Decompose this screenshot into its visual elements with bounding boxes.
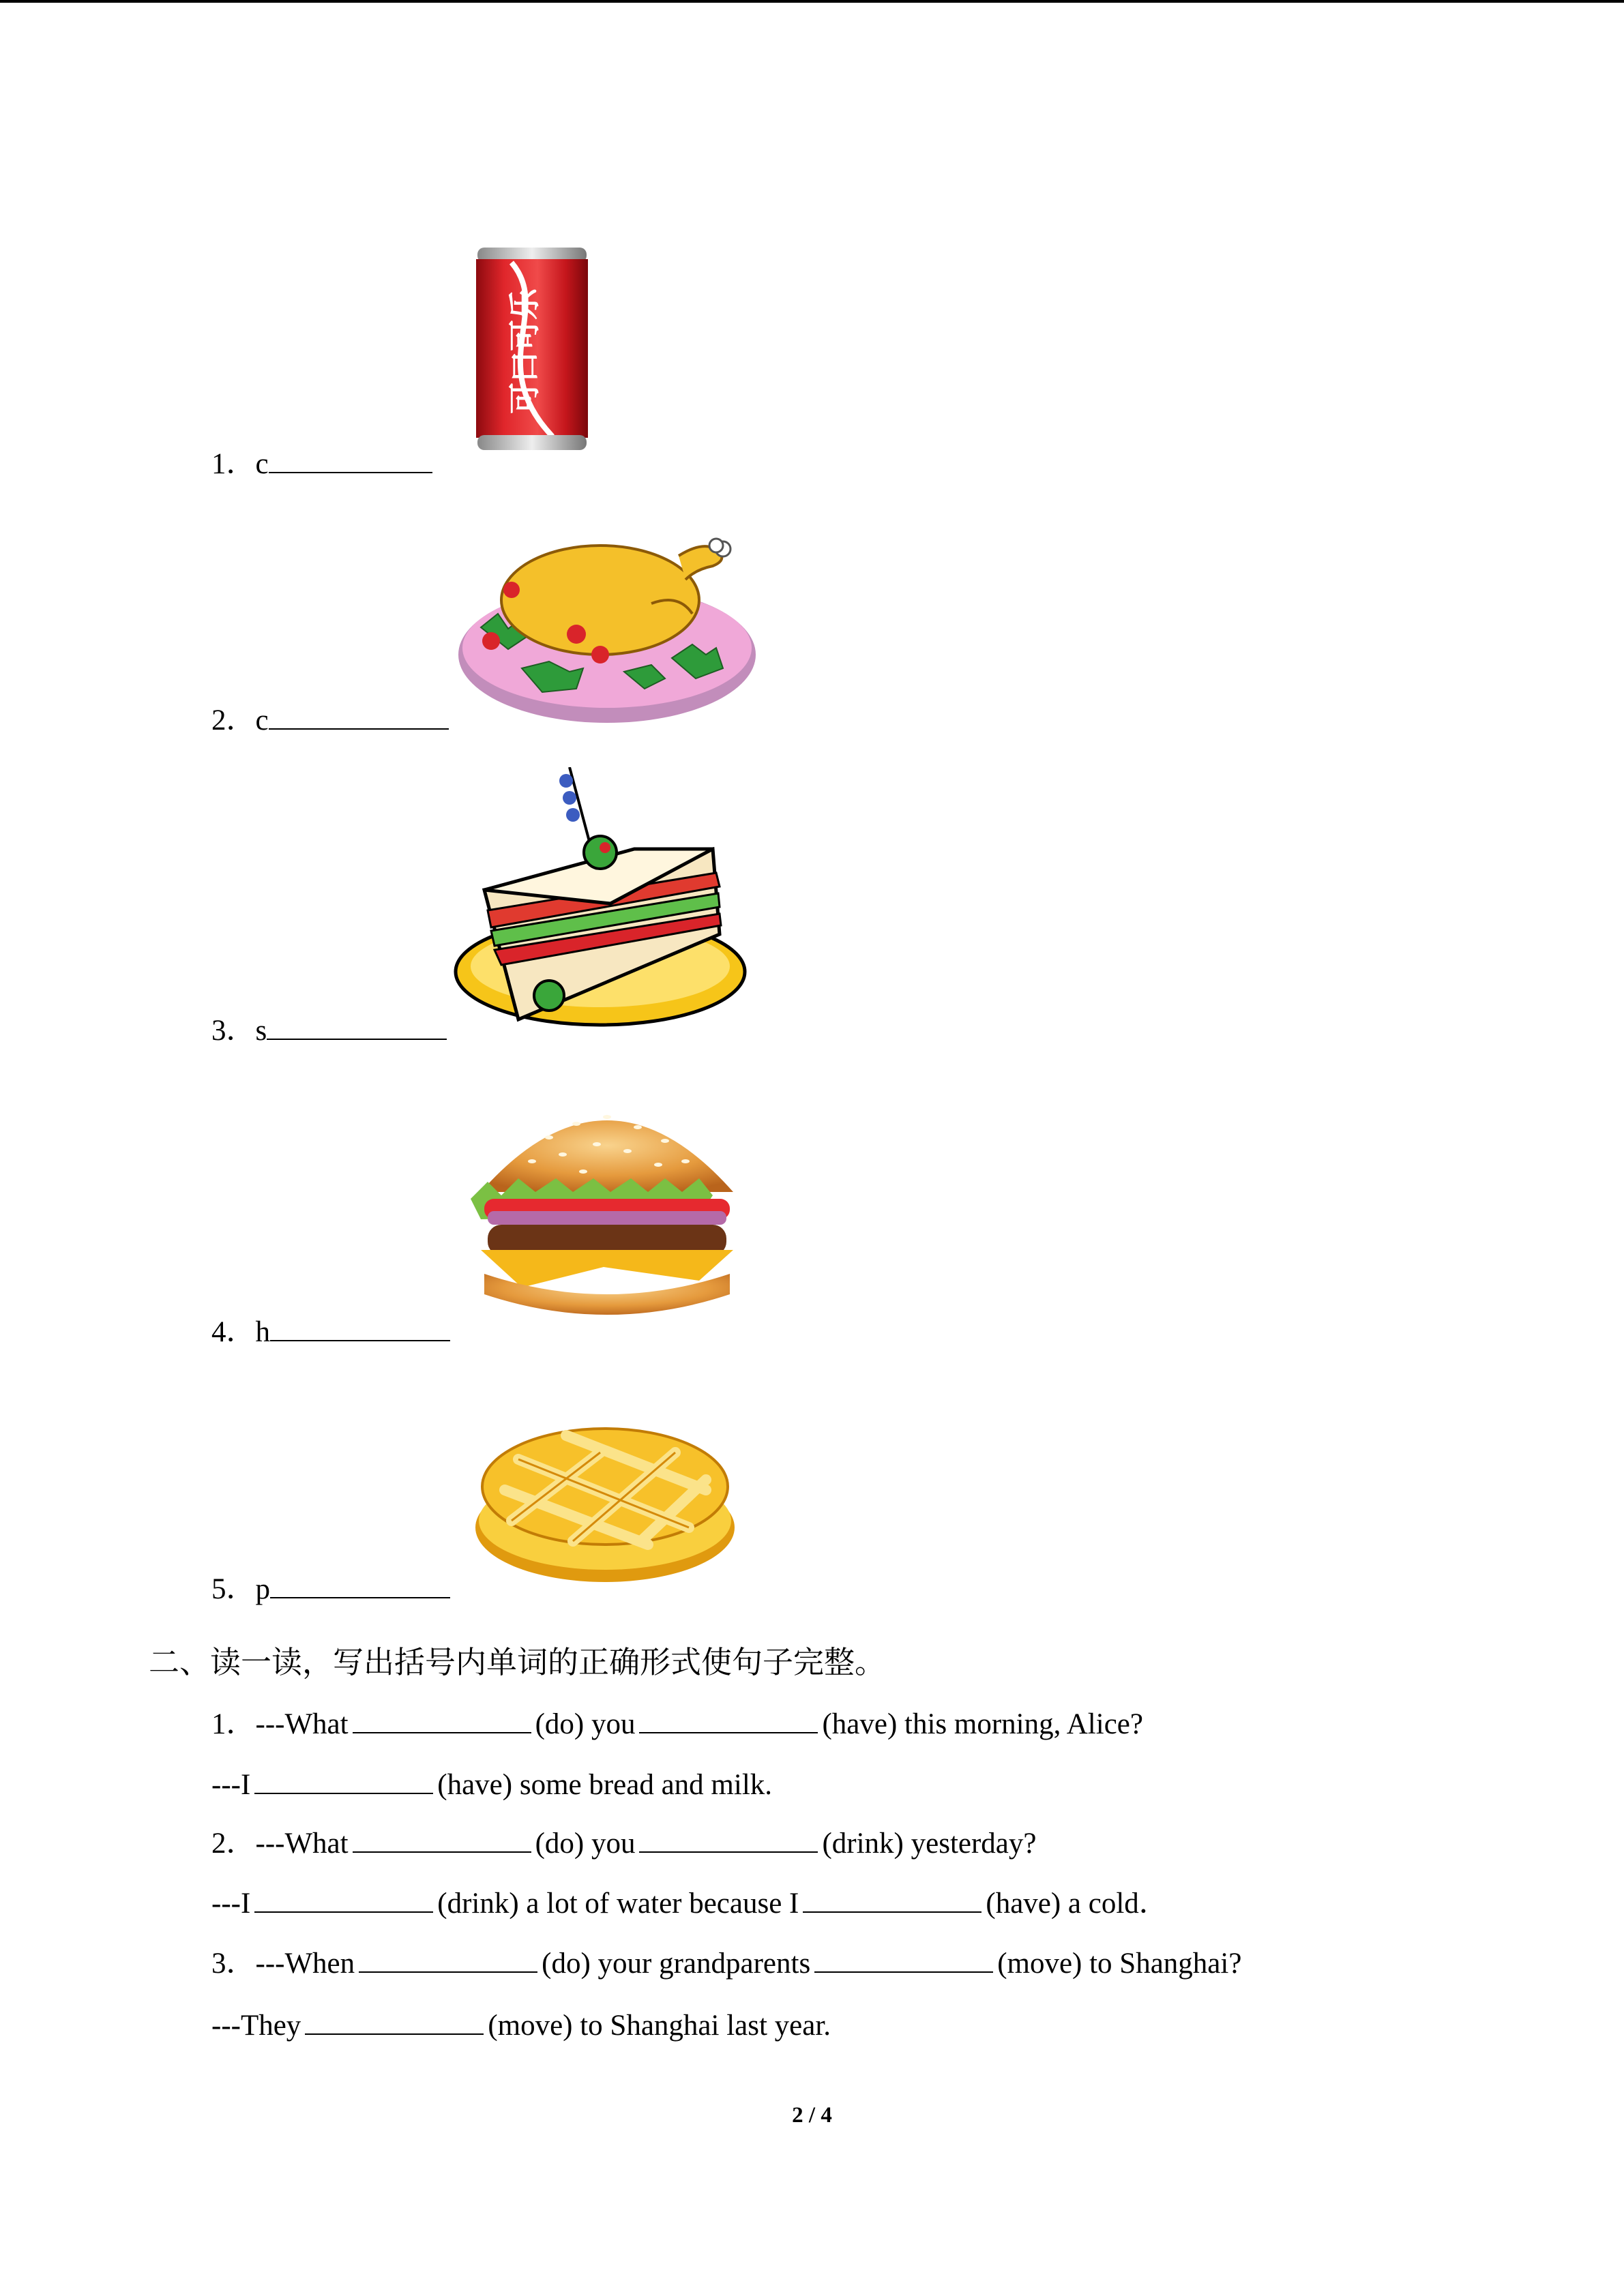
picture-item-5: 5．p	[211, 1570, 450, 1607]
cola-can-image	[471, 242, 593, 457]
answer-blank[interactable]	[305, 2008, 484, 2035]
pie-image	[471, 1425, 740, 1589]
sandwich-image	[454, 767, 750, 1040]
answer-blank[interactable]	[254, 1767, 433, 1794]
answer-blank[interactable]	[639, 1706, 818, 1733]
answer-blank[interactable]	[269, 701, 449, 730]
answer-blank[interactable]	[270, 1570, 450, 1598]
roast-chicken-image	[454, 515, 767, 732]
page-number: 2 / 4	[792, 2103, 832, 2128]
picture-item-1: 1．c	[211, 445, 432, 481]
picture-item-3: 3．s	[211, 1011, 447, 1048]
answer-blank[interactable]	[359, 1945, 537, 1973]
picture-item-4: 4．h	[211, 1313, 450, 1350]
hamburger-image	[467, 1090, 747, 1328]
sentence-line: ---I (have) some bread and milk.	[211, 1767, 772, 1802]
sentence-line: 1．---What (do) you (have) this morning, Alice?	[211, 1706, 1143, 1742]
answer-blank[interactable]	[353, 1706, 531, 1733]
answer-blank[interactable]	[803, 1885, 981, 1913]
answer-blank[interactable]	[254, 1885, 433, 1913]
answer-blank[interactable]	[353, 1825, 531, 1853]
answer-blank[interactable]	[639, 1825, 818, 1853]
page-top-border	[0, 0, 1624, 3]
section-2-heading: 二、读一读，写出括号内单词的正确形式使句子完整。	[149, 1644, 886, 1680]
sentence-line: ---They (move) to Shanghai last year.	[211, 2008, 831, 2043]
picture-item-2: 2．c	[211, 701, 449, 738]
can-brand-text: 可口可乐	[506, 288, 543, 414]
sentence-line: 3．---When (do) your grandparents (move) to Shanghai?	[211, 1945, 1241, 1981]
sentence-line: 2．---What (do) you (drink) yesterday?	[211, 1825, 1036, 1861]
answer-blank[interactable]	[270, 1313, 450, 1341]
sentence-line: ---I (drink) a lot of water because I (have) a cold．	[211, 1885, 1168, 1921]
answer-blank[interactable]	[267, 1011, 447, 1040]
answer-blank[interactable]	[269, 445, 432, 473]
answer-blank[interactable]	[814, 1945, 993, 1973]
